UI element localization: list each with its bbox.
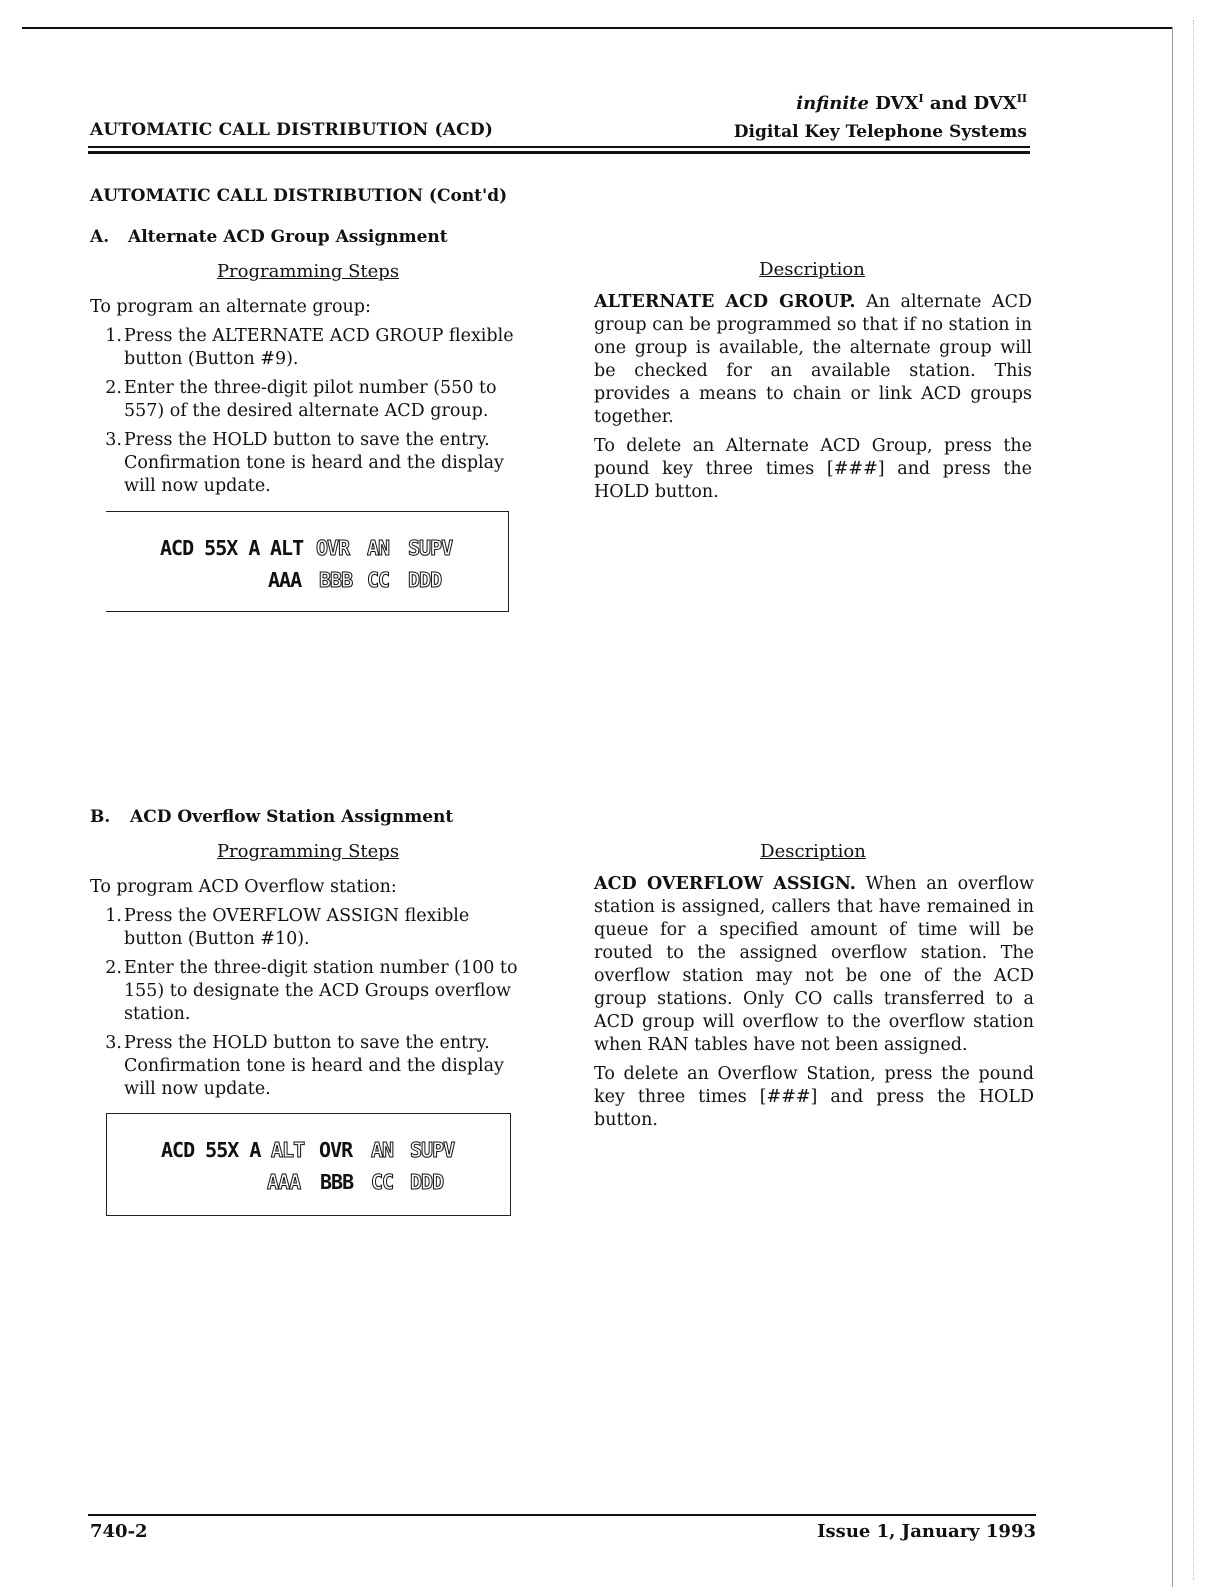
display-ddd: DDD xyxy=(408,568,442,592)
display-an: AN xyxy=(371,1138,394,1162)
section-b-description: ACD OVERFLOW ASSIGN. When an overflow station is assigned, callers that have remained in queue for a specified amount of time will be routed to the assigned overflow station. The overflow station may not be one of the ACD group stations. Only CO calls transferred to a ACD group will overflow to the overflow station when RAN tables have not been assigned. To delete an Overflow Station, press the pound key three times [###] and press the HOLD button. xyxy=(594,874,1035,1130)
step: 3. Press the HOLD button to save the entry. Confirmation tone is heard and the display will now update. xyxy=(105,1033,504,1099)
display-ovr: OVR xyxy=(316,536,350,560)
display-panel-a xyxy=(106,511,509,612)
display-panel-b xyxy=(106,1113,511,1216)
section-b-heading: B. ACD Overflow Station Assignment xyxy=(90,807,454,827)
display-label: ACD 55X A xyxy=(161,1138,261,1162)
page-number: 740-2 xyxy=(90,1521,148,1542)
step: 1. Press the ALTERNATE ACD GROUP flexible button (Button #9). xyxy=(105,326,514,369)
step: 1. Press the OVERFLOW ASSIGN flexible button (Button #10). xyxy=(105,906,470,949)
section-b-steps xyxy=(90,905,530,1107)
header-rule-thick xyxy=(88,151,1030,154)
section-b-intro: To program ACD Overflow station: xyxy=(90,877,397,897)
section-a-heading: A. Alternate ACD Group Assignment xyxy=(90,227,448,247)
display-bbb: BBB xyxy=(320,1170,354,1194)
section-a-steps-heading: Programming Steps xyxy=(216,261,400,282)
brand-title: infinite $DVX^I$ and $DVX^{II}$ xyxy=(796,92,1027,114)
step: 2. Enter the three-digit station number (100 to 155) to designate the ACD Groups overflow station. xyxy=(105,958,518,1024)
footer-rule xyxy=(88,1514,1036,1516)
header-rule xyxy=(88,146,1030,148)
right-border xyxy=(1172,27,1173,1587)
display-bbb: BBB xyxy=(319,568,353,592)
step: 2. Enter the three-digit pilot number (550 to 557) of the desired alternate ACD group. xyxy=(105,378,497,421)
issue-date: Issue 1, January 1993 xyxy=(817,1521,1036,1542)
display-alt: ALT xyxy=(271,1138,305,1162)
section-a-description: ALTERNATE ACD GROUP. An alternate ACD group can be programmed so that if no station in one group is available, the alternate group will be checked for an available station. This provides a means to chain or link ACD groups together. To delete an Alternate ACD Group, press the pound key three times [###] and press the HOLD button. xyxy=(594,292,1032,502)
top-border xyxy=(22,27,1172,29)
display-supv: SUPV xyxy=(408,536,453,560)
scan-edge xyxy=(1193,20,1202,1580)
product-subtitle: Digital Key Telephone Systems xyxy=(733,122,1027,142)
display-aaa: AAA xyxy=(268,568,302,592)
display-alt: ALT xyxy=(270,536,304,560)
display-aaa: AAA xyxy=(267,1170,301,1194)
display-ddd: DDD xyxy=(410,1170,444,1194)
section-a-steps xyxy=(90,325,530,504)
section-a-desc-heading: Description xyxy=(759,259,865,280)
section-b-desc-heading: Description xyxy=(760,841,866,862)
chapter-title: AUTOMATIC CALL DISTRIBUTION (ACD) xyxy=(90,120,494,140)
display-cc: CC xyxy=(371,1170,394,1194)
display-label: ACD 55X A xyxy=(160,536,260,560)
section-b-steps-heading: Programming Steps xyxy=(216,841,400,862)
page-title: AUTOMATIC CALL DISTRIBUTION (Cont'd) xyxy=(90,186,508,206)
display-an: AN xyxy=(367,536,390,560)
step: 3. Press the HOLD button to save the entry. Confirmation tone is heard and the display will now update. xyxy=(105,430,504,496)
section-a-intro: To program an alternate group: xyxy=(90,297,371,317)
display-ovr: OVR xyxy=(319,1138,353,1162)
display-cc: CC xyxy=(367,568,390,592)
display-supv: SUPV xyxy=(410,1138,455,1162)
